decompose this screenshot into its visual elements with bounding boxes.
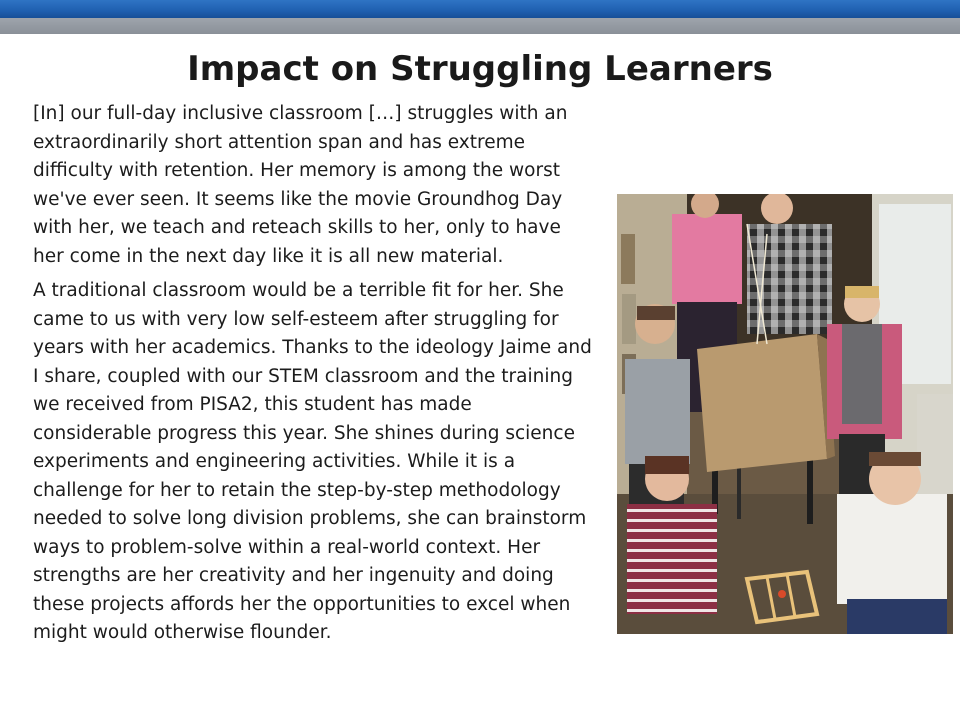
- paragraph-2: A traditional classroom would be a terrible fit for her. She came to us with very low self-esteem after struggling for years with her academics. Thanks to the ideology Jaime and I share, coupled with our STEM classroom and the training we received from PISA2, this student has made considerable progress this year. She shines during science experiments and engineering activities. While it is a challenge for her to retain the step-by-step methodology needed to solve long division problems, she can brainstorm ways to problem-solve within a real-world context. Her strengths are her creativity and her ingenuity and doing these projects affords her the opportunities to excel when might would otherwise flounder.: [33, 280, 592, 643]
- classroom-photo: [617, 194, 953, 634]
- slide-body: [33, 100, 595, 654]
- header-gray-strip: [0, 18, 960, 34]
- paragraph-1: [In] our full-day inclusive classroom […] struggles with an extraordinarily short attention span and has extreme difficulty with retention. Her memory is among the worst we've ever seen. It seems like the movie Groundhog Day with her, we teach and reteach skills to her, only to have her come in the next day like it is all new material.: [33, 103, 568, 267]
- slide-title: Impact on Struggling Learners: [187, 49, 773, 89]
- header-blue-bar: [0, 0, 960, 18]
